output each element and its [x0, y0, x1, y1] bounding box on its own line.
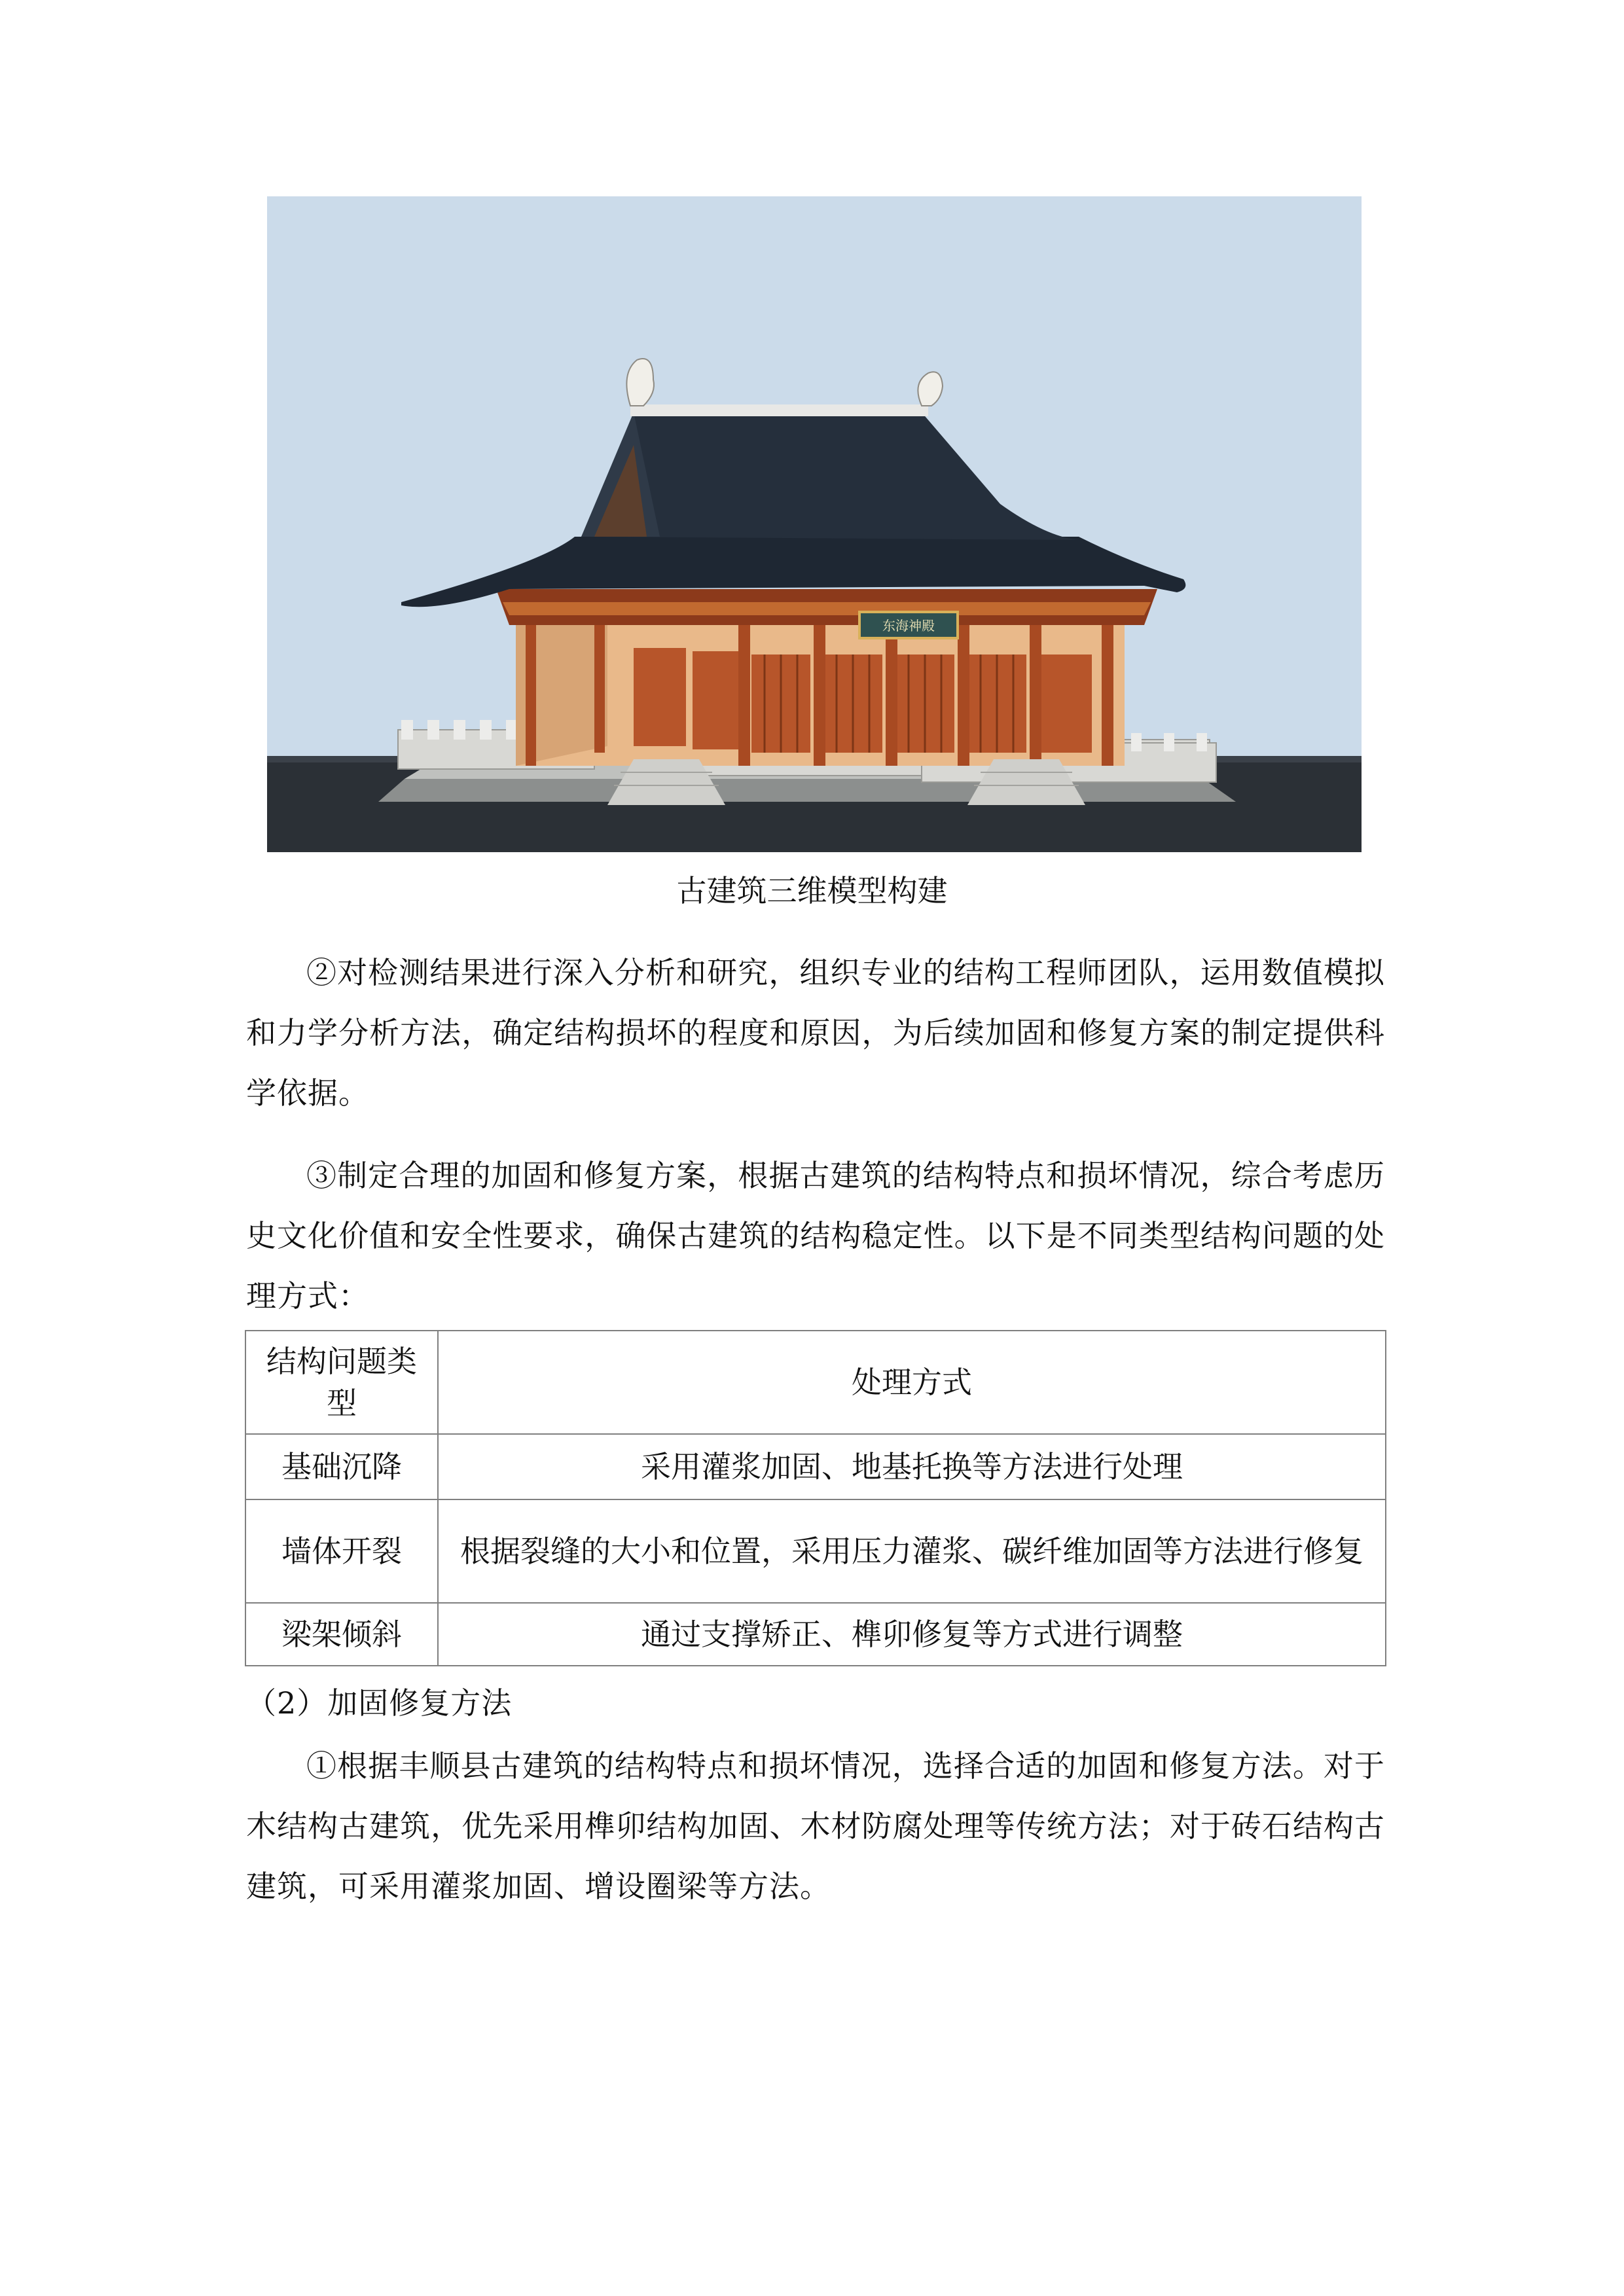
treatment-cell: 通过支撑矫正、榫卯修复等方式进行调整 — [438, 1603, 1386, 1666]
table-row — [245, 1434, 1386, 1499]
problem-type-cell: 梁架倾斜 — [245, 1603, 438, 1666]
problem-type-cell: 基础沉降 — [245, 1434, 438, 1499]
table-row — [245, 1603, 1386, 1666]
treatment-cell: 采用灌浆加固、地基托换等方法进行处理 — [438, 1434, 1386, 1499]
header-treatment: 处理方式 — [438, 1331, 1386, 1434]
paragraph-plan: ③制定合理的加固和修复方案，根据古建筑的结构特点和损坏情况，综合考虑历史文化价值和安全性要求，确保古建筑的结构稳定性。以下是不同类型结构问题的处理方式： — [246, 1158, 1385, 1314]
problem-type-cell: 墙体开裂 — [245, 1499, 438, 1603]
table-header-row — [245, 1331, 1386, 1434]
paragraph-analysis: ②对检测结果进行深入分析和研究，组织专业的结构工程师团队，运用数值模拟和力学分析方法，确定结构损坏的程度和原因，为后续加固和修复方案的制定提供科学依据。 — [246, 955, 1385, 1111]
treatment-cell: 根据裂缝的大小和位置，采用压力灌浆、碳纤维加固等方法进行修复 — [438, 1499, 1386, 1603]
temple-illustration — [267, 196, 1362, 852]
building-3d-model-image — [267, 196, 1362, 852]
paragraph-methods: ①根据丰顺县古建筑的结构特点和损坏情况，选择合适的加固和修复方法。对于木结构古建筑，优先采用榫卯结构加固、木材防腐处理等传统方法；对于砖石结构古建筑，可采用灌浆加固、增设圈梁等方法。 — [246, 1748, 1385, 1904]
plaque-text: 东海神殿 — [882, 618, 935, 634]
section-heading: （2）加固修复方法 — [246, 1685, 513, 1721]
table-row — [245, 1499, 1386, 1603]
figure-caption: 古建筑三维模型构建 — [676, 873, 948, 908]
structure-problem-table — [245, 1330, 1386, 1666]
header-problem-type: 结构问题类型 — [245, 1331, 438, 1434]
